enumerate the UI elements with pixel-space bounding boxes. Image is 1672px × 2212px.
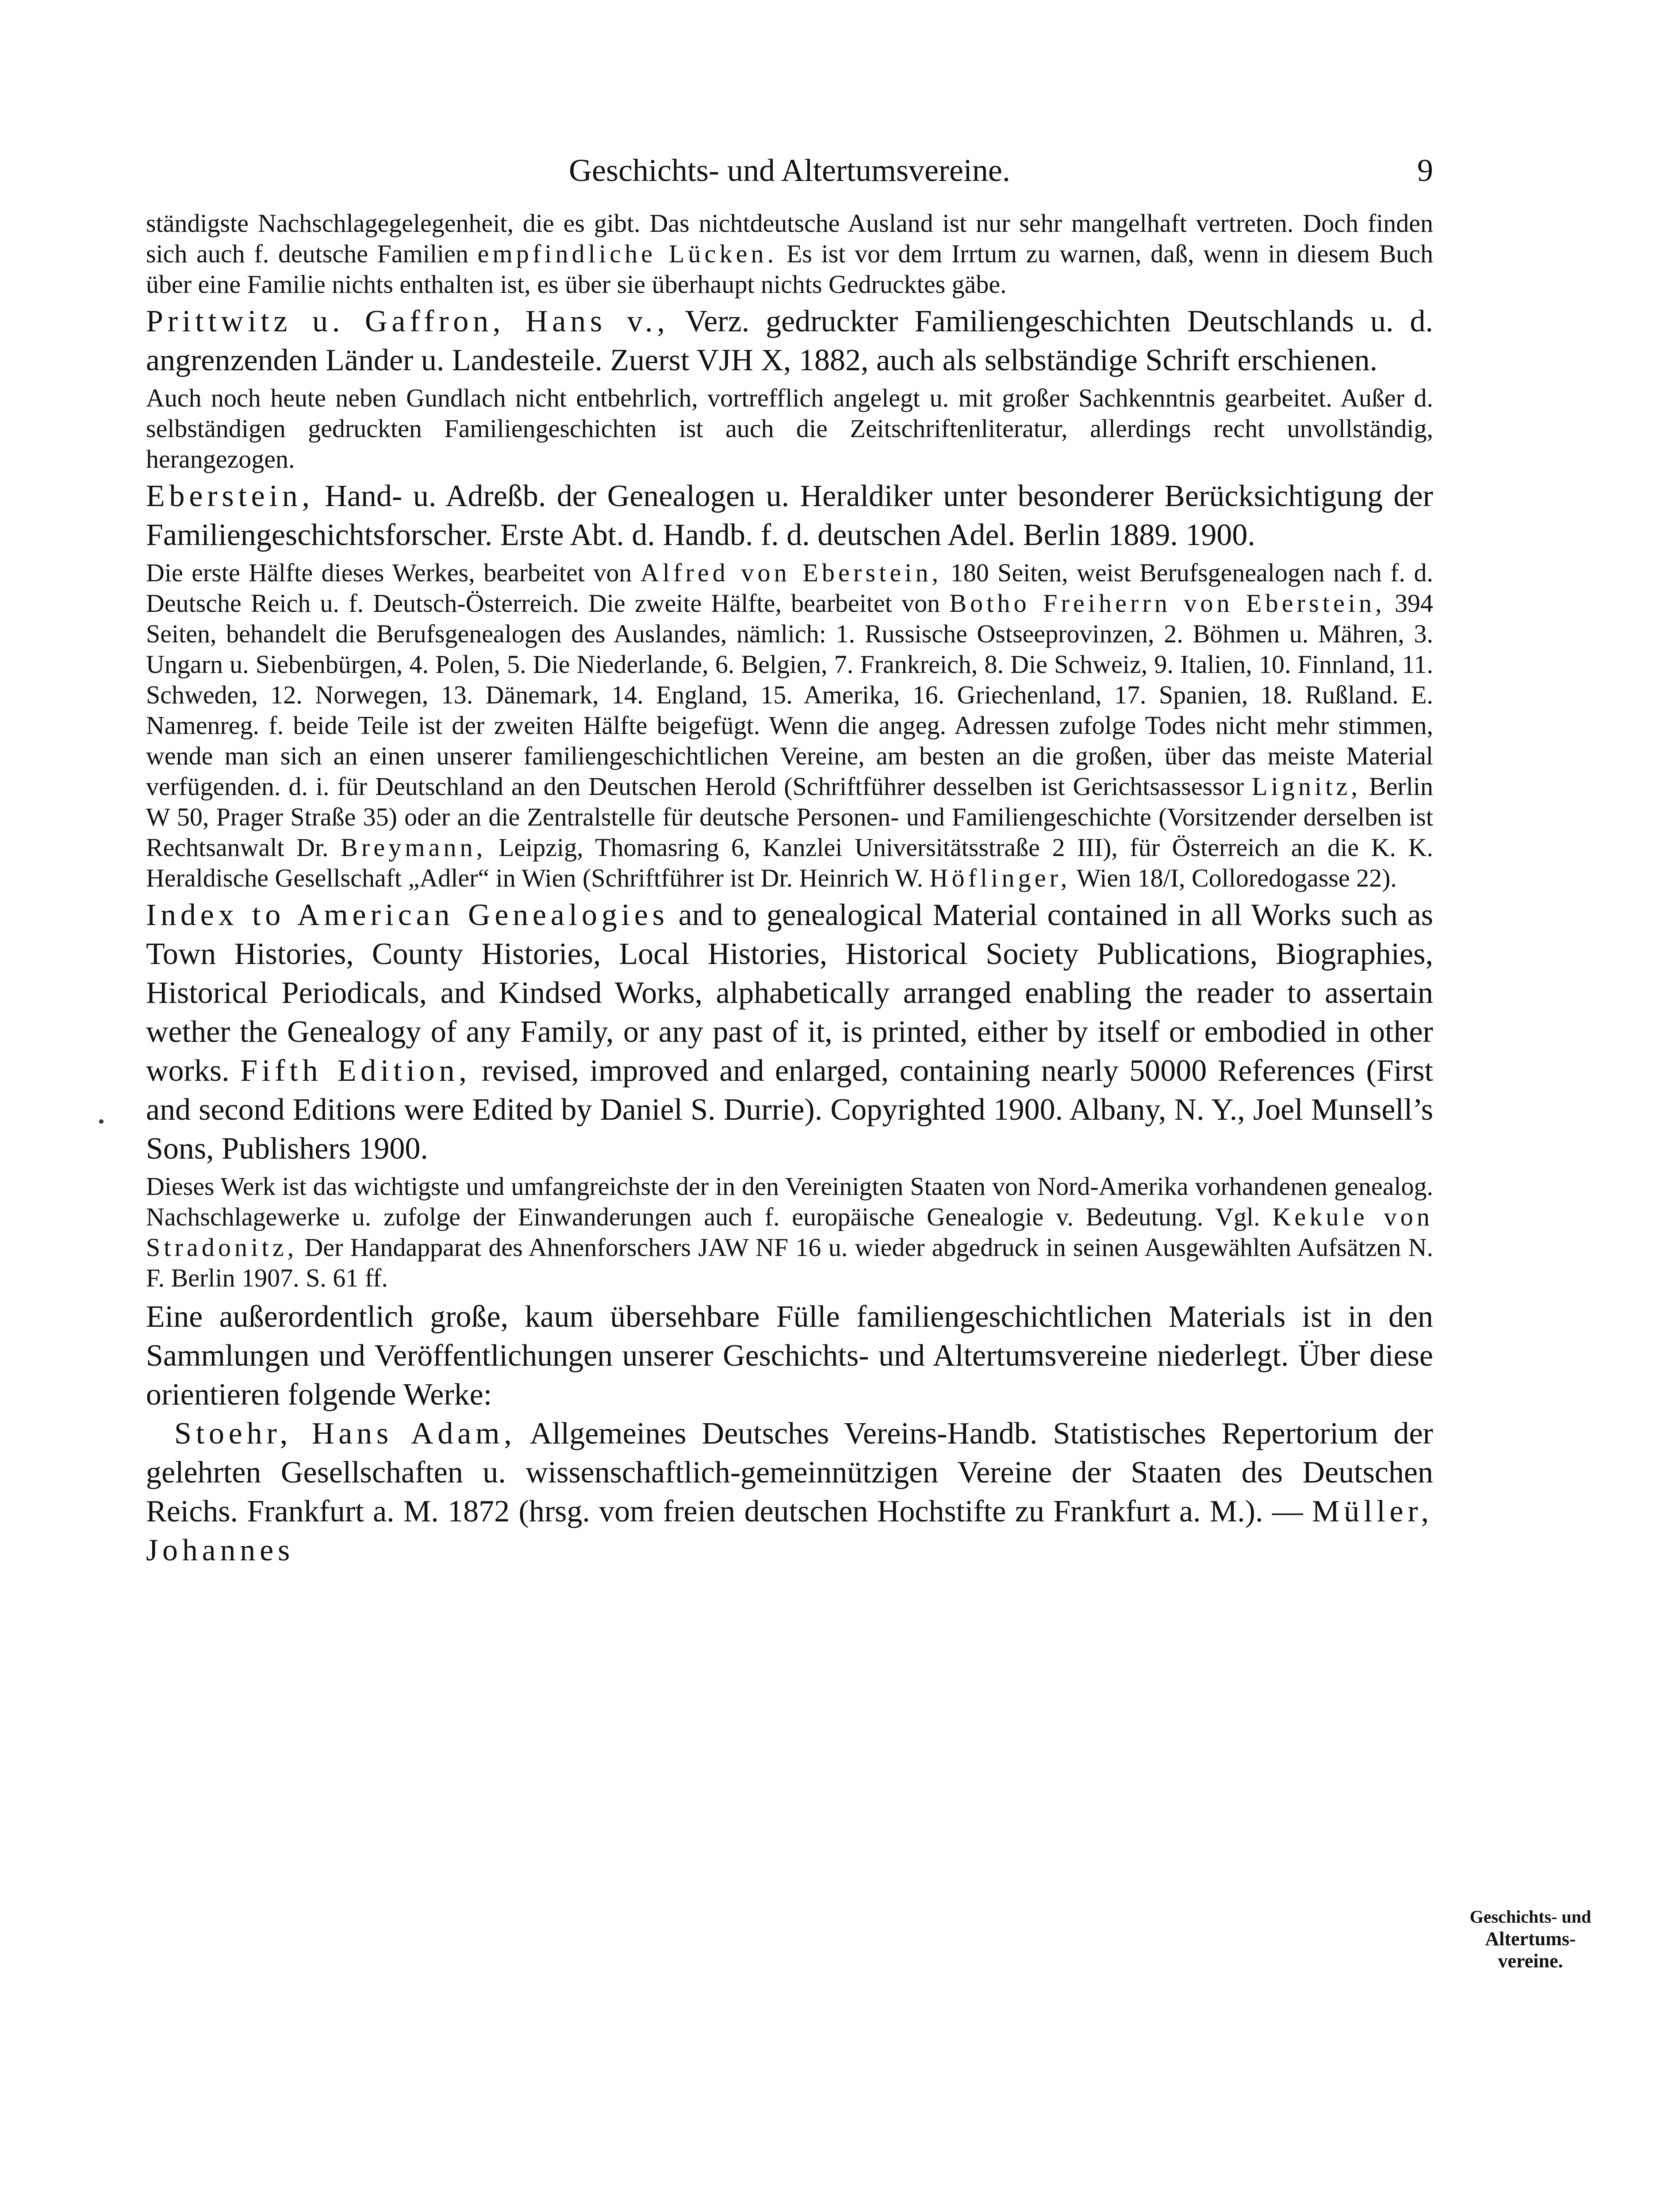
margin-note-line: Altertums-	[1485, 1928, 1576, 1950]
text-run: Es ist vor dem Irrtum zu warnen, daß, wenn in diesem Buch über eine Familie nichts enthalten ist, es über sie überhaupt nichts Gedrucktes gäbe.	[146, 239, 1434, 299]
bibliography-entry-stoehr	[146, 1414, 1433, 1570]
margin-note	[1438, 1906, 1623, 1972]
spaced-name: Botho Freiherrn von Eberstein,	[949, 589, 1385, 618]
bibliography-entry-eberstein	[146, 477, 1433, 555]
spaced-name: Kekule von Stradonitz,	[146, 1202, 1433, 1262]
text-run: Die erste Hälfte dieses Werkes, bearbeitet von	[146, 558, 632, 587]
text-run: Leipzig, Thomasring 6, Kanzlei Universitätsstraße 2 III), für Österreich an die K. K. Heraldische Gesellschaft „Adler“ in Wien (Schriftführer ist Dr. Heinrich W.	[146, 833, 1433, 892]
entry-author: Stoehr, Hans Adam,	[174, 1417, 516, 1451]
spaced-name: Breymann,	[341, 833, 487, 862]
entry-author: Prittwitz u. Gaffron, Hans v.,	[146, 304, 669, 338]
entry-title: Hand- u. Adreßb. der Genealogen u. Heraldiker unter besonderer Berücksichtigung der Familiengeschichtsforscher. Erste Abt. d. Handb. f. d. deutschen Adel. Berlin 1889. 1900.	[146, 479, 1433, 552]
bibliography-entry-prittwitz	[146, 302, 1433, 380]
annotation-paragraph	[146, 1171, 1433, 1293]
margin-note-line: Geschichts- und	[1469, 1907, 1591, 1927]
text-run: Der Handapparat des Ahnenforschers JAW NF 16 u. wieder abgedruck in seinen Ausgewählten Aufsätzen N. F. Berlin 1907. S. 61 ff.	[146, 1233, 1434, 1292]
page-header	[146, 146, 1433, 195]
text-run: Auch noch heute neben Gundlach nicht entbehrlich, vortrefflich angelegt u. mit großer Sachkenntnis gearbeitet. Außer d. selbständigen gedruckten Familiengeschichten ist auch die Zeitschriftenliteratur, allerdings recht unvollständig, herangezogen.	[146, 384, 1433, 473]
text-run: Eine außerordentlich große, kaum übersehbare Fülle familiengeschichtlichen Materials ist in den Sammlungen und Veröffentlichungen unserer Geschichts- und Altertumsvereine niederlegt. Über diese orientieren folgende Werke:	[146, 1300, 1433, 1412]
text-run: Wien 18/I, Colloredogasse 22).	[1076, 864, 1397, 892]
margin-note-line: vereine.	[1498, 1950, 1563, 1972]
entry-title: Verz. gedruckter Familiengeschichten Deutschlands u. d. angrenzenden Länder u. Landesteile. Zuerst VJH X, 1882, auch als selbständige Schrift erschienen.	[146, 304, 1433, 377]
text-run: Berlin W 50, Prager Straße 35) oder an die Zentralstelle für deutsche Personen- und Familiengeschichte (Vorsitzender derselben ist Rechtsanwalt Dr.	[146, 772, 1434, 862]
spaced-text: Fifth Edition,	[240, 1054, 471, 1088]
text-run: Dieses Werk ist das wichtigste und umfangreichste der in den Vereinigten Staaten von Nord-Amerika vorhandenen genealog. Nachschlagewerke u. zufolge der Einwanderungen auch f. europäische Genealogie v. Bedeutung. Vgl.	[146, 1172, 1433, 1231]
annotation-paragraph	[146, 557, 1433, 893]
annotation-paragraph	[146, 383, 1433, 474]
text-run: 180 Seiten, weist Berufsgenealogen nach f. d. Deutsche Reich u. f. Deutsch-Österreich. Die zweite Hälfte, bearbeitet von	[146, 558, 1434, 618]
entry-title: revised, improved and enlarged, containing nearly 50000 References (First and second Editions were Edited by Daniel S. Durrie). Copyrighted 1900. Albany, N. Y., Joel Munsell’s Sons, Publishers 1900.	[146, 1054, 1434, 1166]
entry-author: Müller, Johannes	[146, 1494, 1433, 1567]
entry-title-spaced: Index to American Genealogies	[146, 898, 669, 932]
speck-mark	[99, 1119, 104, 1124]
entry-title: Allgemeines Deutsches Vereins-Handb. Statistisches Repertorium der gelehrten Gesellschaften u. wissenschaftlich-gemeinnützigen Vereine der Staaten des Deutschen Reichs. Frankfurt a. M. 1872 (hrsg. vom freien deutschen Hochstifte zu Frankfurt a. M.). —	[146, 1417, 1433, 1528]
bibliography-entry-index-american-genealogies	[146, 896, 1433, 1168]
page-body	[146, 208, 1433, 1570]
section-intro-paragraph	[146, 1298, 1433, 1414]
text-run: ständigste Nachschlagegelegenheit, die es gibt. Das nichtdeutsche Ausland ist nur sehr mangelhaft vertreten. Doch finden sich auch f. deutsche Familien	[146, 209, 1433, 268]
entry-title: and to genealogical Material contained in all Works such as Town Histories, County Histories, Local Histories, Historical Society Publications, Biographies, Historical Periodicals, and Kindsed Works, alphabetically arranged enabling the reader to assertain wether the Genealogy of any Family, or any past of it, is printed, either by itself or embodied in other works.	[146, 898, 1433, 1088]
text-run: 394 Seiten, behandelt die Berufsgenealogen des Auslandes, nämlich: 1. Russische Ostseeprovinzen, 2. Böhmen u. Mähren, 3. Ungarn u. Siebenbürgen, 4. Polen, 5. Die Niederlande, 6. Belgien, 7. Frankreich, 8. Die Schweiz, 9. Italien, 10. Finnland, 11. Schweden, 12. Norwegen, 13. Dänemark, 14. England, 15. Amerika, 16. Griechenland, 17. Spanien, 18. Rußland. E. Namenreg. f. beide Teile ist der zweiten Hälfte beigefügt. Wenn die angeg. Adressen zufolge Todes nicht mehr stimmen, wende man sich an einen unserer familiengeschichtlichen Vereine, am besten an die großen, über das meiste Material verfügenden. d. i. für Deutschland an den Deutschen Herold (Schriftführer desselben ist Gerichtsassessor	[146, 589, 1434, 801]
spaced-text: empfindliche Lücken.	[477, 239, 778, 268]
page-number: 9	[1417, 153, 1433, 188]
spaced-name: Lignitz,	[1252, 772, 1361, 801]
spaced-name: Höflinger,	[929, 864, 1071, 892]
entry-author: Eberstein,	[146, 479, 314, 513]
spaced-name: Alfred von Eberstein,	[640, 558, 942, 587]
running-title: Geschichts- und Altertumsvereine.	[569, 153, 1010, 188]
paragraph-continuation	[146, 208, 1433, 300]
